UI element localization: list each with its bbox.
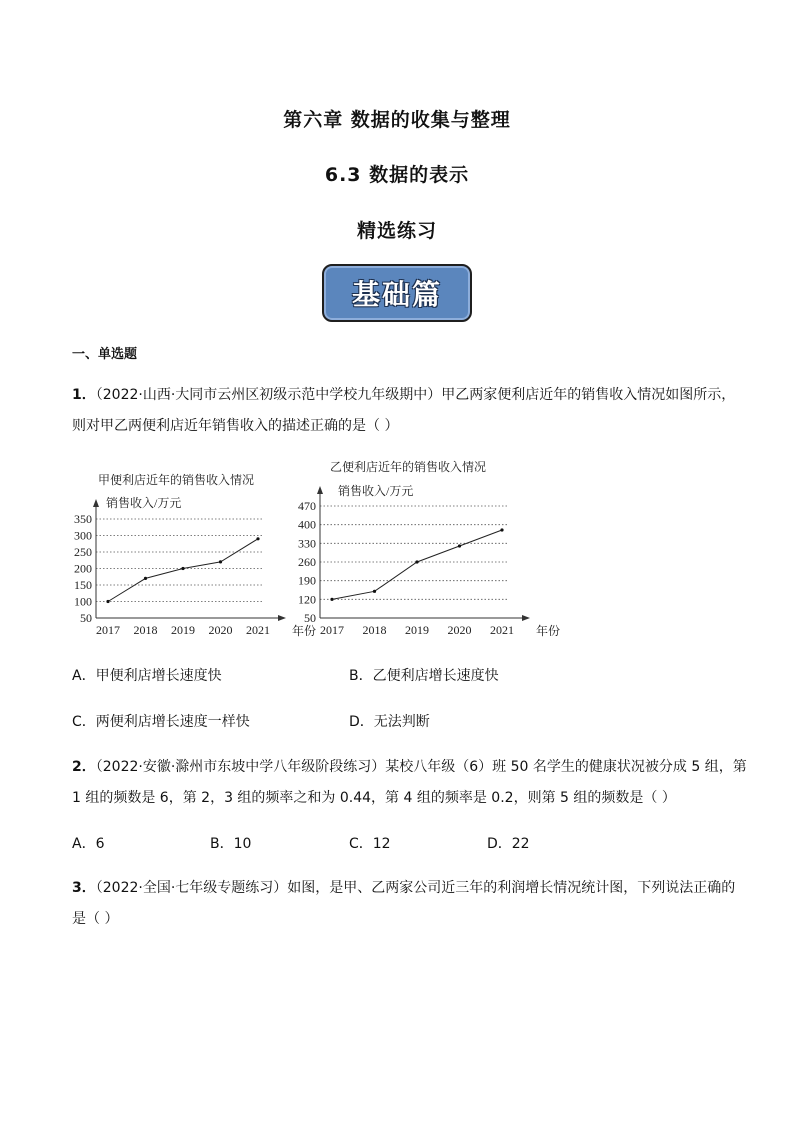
y-tick-label: 150	[74, 578, 92, 592]
subtitle: 精选练习	[356, 220, 437, 242]
data-point	[181, 567, 184, 570]
x-tick-label: 2018	[133, 623, 158, 637]
y-axis-label: 销售收入/万元	[338, 484, 414, 498]
chart-title: 甲便利店近年的销售收入情况	[98, 473, 255, 487]
q3-text1: （2022·全国·七年级专题练习）如图，是甲、乙两家公司近三年的利润增长情况统计图，下列说法正确的	[95, 880, 736, 896]
q1-option-d[interactable]: D．无法判断	[349, 714, 430, 730]
y-tick-label: 400	[298, 517, 316, 532]
y-tick-label: 300	[74, 528, 92, 543]
x-tick-label: 2020	[447, 623, 472, 637]
data-point	[458, 544, 461, 547]
y-axis-arrow	[93, 499, 99, 507]
y-tick-label: 100	[74, 594, 92, 609]
data-point	[106, 600, 109, 603]
q3-line2: 是（ ）	[72, 911, 119, 927]
x-tick-label: 2019	[405, 623, 429, 637]
y-tick-label: 470	[298, 499, 316, 513]
q1-text1: （2022·山西·大同市云州区初级示范中学校九年级期中）甲乙两家便利店近年的销售收入情况如图所示，	[95, 387, 736, 403]
x-tick-label: 2018	[362, 623, 387, 637]
data-point	[219, 560, 222, 563]
part-title: 一、单选题	[72, 347, 138, 362]
q2-text1: （2022·安徽·滁州市东坡中学八年级阶段练习）某校八年级（6）班 50 名学生的健康状况被分成 5 组，第	[95, 759, 747, 775]
data-point	[500, 528, 503, 531]
series-line	[108, 539, 258, 602]
x-tick-label: 2017	[96, 623, 120, 637]
y-tick-label: 50	[304, 611, 316, 625]
level-badge: 基础篇	[322, 264, 472, 322]
x-tick-label: 2020	[208, 623, 233, 637]
y-tick-label: 190	[298, 573, 316, 588]
x-tick-label: 2017	[320, 623, 344, 637]
q1-line2: 则对甲乙两便利店近年销售收入的描述正确的是（ ）	[72, 418, 399, 434]
q1-option-b[interactable]: B．乙便利店增长速度快	[349, 668, 499, 684]
q2-option-d[interactable]: D．22	[487, 836, 530, 852]
q2-option-a[interactable]: A．6	[72, 836, 105, 852]
y-tick-label: 330	[298, 536, 316, 551]
x-axis-arrow	[278, 615, 286, 621]
q1-option-c[interactable]: C．两便利店增长速度一样快	[72, 714, 250, 730]
x-tick-label: 2021	[246, 623, 270, 637]
q3-number: 3．	[72, 880, 96, 896]
y-tick-label: 50	[80, 611, 92, 625]
y-tick-label: 200	[74, 561, 92, 576]
x-axis-arrow	[522, 615, 530, 621]
q3-line1	[72, 877, 735, 897]
chart-yi	[290, 455, 590, 645]
y-axis-arrow	[317, 486, 323, 494]
data-point	[144, 577, 147, 580]
y-tick-label: 260	[298, 555, 316, 569]
y-tick-label: 120	[298, 592, 316, 607]
q2-line2: 1 组的频数是 6，第 2，3 组的频率之和为 0.44，第 4 组的频率是 0.2，则第 5 组的频数是（ ）	[72, 790, 676, 806]
x-tick-label: 2019	[171, 623, 195, 637]
y-axis-label: 销售收入/万元	[106, 496, 182, 510]
q2-line1	[72, 756, 747, 776]
q1-line1	[72, 384, 735, 404]
data-point	[330, 598, 333, 601]
chapter-title: 第六章 数据的收集与整理	[283, 109, 511, 131]
data-point	[373, 590, 376, 593]
y-tick-label: 350	[74, 512, 92, 526]
y-tick-label: 250	[74, 545, 92, 559]
q1-option-a[interactable]: A．甲便利店增长速度快	[72, 668, 222, 684]
chart-title: 乙便利店近年的销售收入情况	[330, 460, 487, 474]
data-point	[256, 537, 259, 540]
x-tick-label: 2021	[490, 623, 514, 637]
q2-option-b[interactable]: B．10	[210, 836, 252, 852]
x-axis-label: 年份	[292, 624, 317, 638]
q1-number: 1．	[72, 387, 96, 403]
x-axis-label: 年份	[536, 624, 561, 638]
data-point	[415, 560, 418, 563]
q2-option-c[interactable]: C．12	[349, 836, 391, 852]
q2-number: 2．	[72, 759, 96, 775]
series-line	[332, 530, 502, 599]
section-title: 6.3 数据的表示	[324, 164, 470, 186]
